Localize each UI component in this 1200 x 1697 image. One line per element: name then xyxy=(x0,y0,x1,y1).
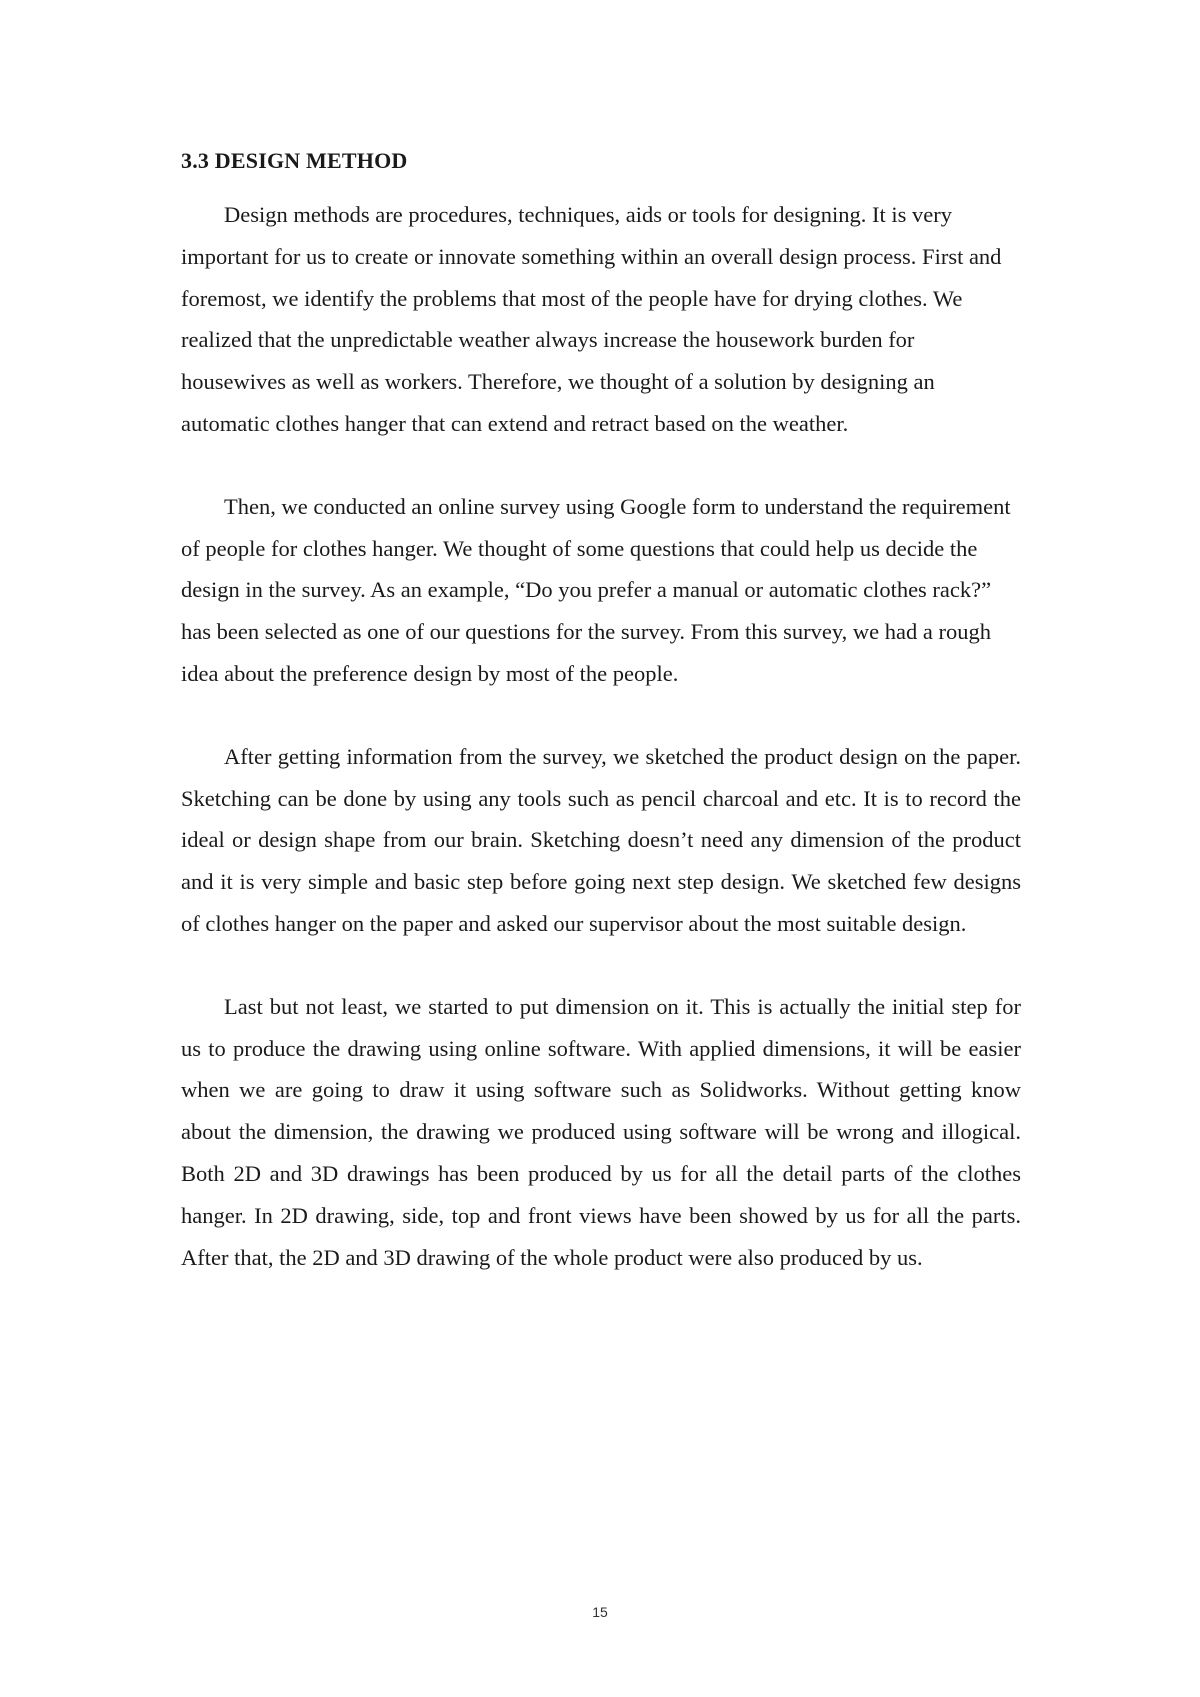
section-heading: 3.3 DESIGN METHOD xyxy=(181,148,408,173)
paragraph-design-methods: Design methods are procedures, techniques, aids or tools for designing. It is very important for us to create or innovate something within an overall design process. First and foremost, we identify the problems that most of the people have for drying clothes. We realized that the unpredictable weather always increase the housework burden for housewives as well as workers. Therefore, we thought of a solution by designing an automatic clothes hanger that can extend and retract based on the weather. xyxy=(181,202,1002,436)
page-number: 15 xyxy=(592,1604,608,1620)
paragraph-sketching: After getting information from the survey, we sketched the product design on the paper. Sketching can be done by using any tools such as pencil charcoal and etc. It is to record the ideal or design shape from our brain. Sketching doesn’t need any dimension of the product and it is very simple and basic step before going next step design. We sketched few designs of clothes hanger on the paper and asked our supervisor about the most suitable design. xyxy=(181,743,1021,936)
paragraph-dimensions: Last but not least, we started to put dimension on it. This is actually the initial step for us to produce the drawing using online software. With applied dimensions, it will be easier when we are going to draw it using software such as Solidworks. Without getting know about the dimension, the drawing we produced using software will be wrong and illogical. Both 2D and 3D drawings has been produced by us for all the detail parts of the clothes hanger. In 2D drawing, side, top and front views have been showed by us for all the parts. After that, the 2D and 3D drawing of the whole product were also produced by us. xyxy=(181,993,1021,1270)
page-content xyxy=(181,140,1021,1278)
paragraph-online-survey: Then, we conducted an online survey using Google form to understand the requirement of people for clothes hanger. We thought of some questions that could help us decide the design in the survey. As an example, “Do you prefer a manual or automatic clothes rack?” has been selected as one of our questions for the survey. From this survey, we had a rough idea about the preference design by most of the people. xyxy=(181,493,1011,686)
